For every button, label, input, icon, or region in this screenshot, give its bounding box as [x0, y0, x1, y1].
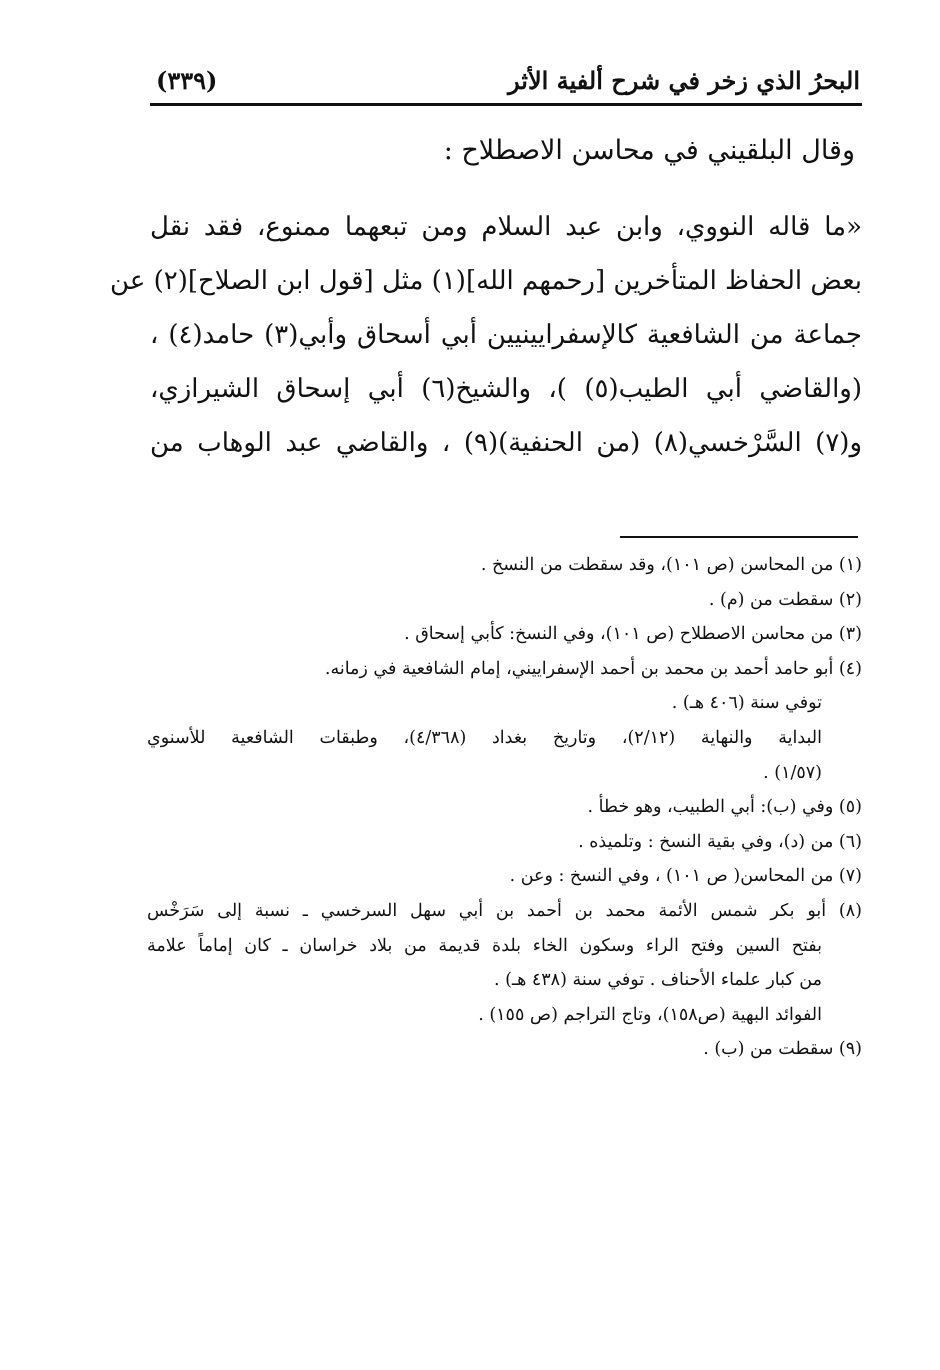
main-text-line: (والقاضي أبي الطيب(٥) )، والشيخ(٦) أبي إسحاق الشيرازي، — [150, 374, 862, 404]
main-text-line: جماعة من الشافعية كالإسفرايينيين أبي أسحاق وأبي(٣) حامد(٤) ، — [150, 320, 862, 350]
footnote-line: البداية والنهاية (٢/١٢)، وتاريخ بغداد (٤/٣٦٨)، وطبقات الشافعية للأسنوي — [147, 727, 822, 748]
header-rule — [150, 103, 862, 106]
footnote-line: الفوائد البهية (ص١٥٨)، وتاج التراجم (ص ١٥٥) . — [478, 1004, 822, 1025]
footnotes — [147, 548, 862, 1067]
main-text-line: و(٧) السَّرْخسي(٨) (من الحنفية)(٩) ، والقاضي عبد الوهاب من — [150, 428, 862, 458]
lead-line: وقال البلقيني في محاسن الاصطلاح : — [443, 135, 855, 166]
footnote-line: (١) من المحاسن (ص ١٠١)، وقد سقطت من النسخ . — [480, 555, 862, 575]
main-text-line: بعض الحفاظ المتأخرين [رحمهم الله](١) مثل [قول ابن الصلاح](٢) عن — [110, 266, 862, 296]
main-text-line: «ما قاله النووي، وابن عبد السلام ومن تبعهما ممنوع، فقد نقل — [150, 212, 862, 242]
page-header — [150, 66, 860, 106]
footnote-line: (٧) من المحاسن( ص ١٠١) ، وفي النسخ : وعن . — [509, 866, 862, 887]
footnote-line: توفي سنة (٤٠٦ هـ) . — [671, 693, 822, 714]
footnote-line: (٩) سقطت من (ب) . — [703, 1039, 862, 1060]
footnote-line: (٥) وفي (ب): أبي الطبيب، وهو خطأ . — [587, 797, 862, 818]
footnote-line: (١/٥٧) . — [763, 762, 822, 783]
footnote-line: بفتح السين وفتح الراء وسكون الخاء بلدة قديمة من بلاد خراسان ـ كان إماماً علامة — [147, 935, 822, 956]
footnote-line: (٣) من محاسن الاصطلاح (ص ١٠١)، وفي النسخ: كأبي إسحاق . — [404, 624, 862, 645]
footnote-line: (٦) من (د)، وفي بقية النسخ : وتلميذه . — [578, 831, 862, 852]
footnote-separator — [620, 536, 858, 538]
footnote-line: (٤) أبو حامد أحمد بن محمد بن أحمد الإسفراييني، إمام الشافعية في زمانه. — [324, 658, 862, 679]
running-title: البحرُ الذي زخر في شرح ألفية الأثر — [508, 66, 860, 95]
footnote-line: من كبار علماء الأحناف . توفي سنة (٤٣٨ هـ) . — [493, 970, 822, 991]
main-text — [110, 200, 862, 470]
footnote-line: (٢) سقطت من (م) . — [708, 589, 862, 610]
page-number: (٣٣٩) — [156, 66, 218, 95]
footnote-line: (٨) أبو بكر شمس الأئمة محمد بن أحمد بن أبي سهل السرخسي ـ نسبة إلى سَرَخْس — [147, 900, 862, 921]
